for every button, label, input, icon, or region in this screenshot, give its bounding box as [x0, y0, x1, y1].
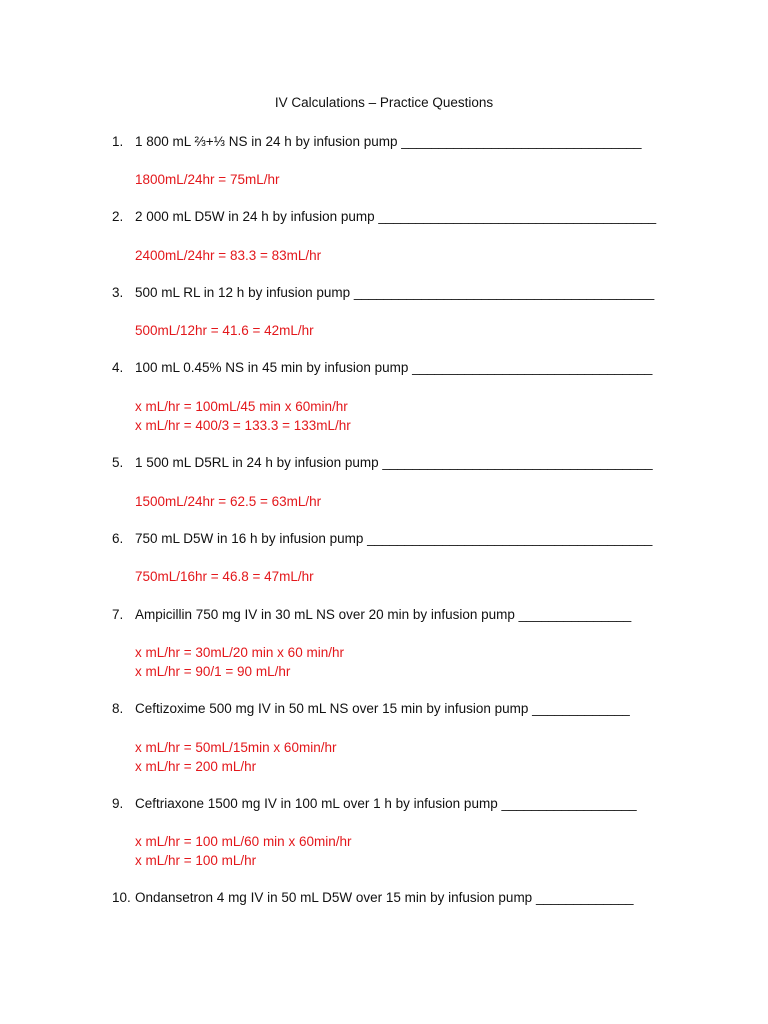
answer-2 — [135, 246, 321, 265]
question-5 — [112, 454, 653, 472]
answer-line: x mL/hr = 100 mL/60 min x 60min/hr — [135, 834, 352, 849]
page-title: IV Calculations – Practice Questions — [274, 95, 494, 110]
answer-9 — [135, 832, 351, 870]
question-number: 2. — [112, 209, 124, 224]
question-number: 4. — [112, 360, 124, 375]
answer-7 — [135, 643, 344, 681]
question-6 — [112, 530, 652, 548]
answer-line: x mL/hr = 100mL/45 min x 60min/hr — [135, 399, 348, 414]
answer-1 — [135, 170, 279, 189]
answer-6 — [135, 567, 314, 586]
question-text: Ondansetron 4 mg IV in 50 mL D5W over 15 min by infusion pump _____________ — [135, 890, 634, 905]
question-number: 3. — [112, 285, 124, 300]
question-text: 1 500 mL D5RL in 24 h by infusion pump ____________________________________ — [135, 455, 653, 470]
question-number: 5. — [112, 455, 124, 470]
answer-line: 1500mL/24hr = 62.5 = 63mL/hr — [135, 494, 322, 509]
question-text: 2 000 mL D5W in 24 h by infusion pump _____________________________________ — [135, 209, 657, 224]
answer-line: x mL/hr = 90/1 = 90 mL/hr — [135, 664, 291, 679]
question-number: 8. — [112, 701, 124, 716]
answer-line: 2400mL/24hr = 83.3 = 83mL/hr — [135, 248, 322, 263]
question-1 — [112, 133, 642, 151]
answer-line: x mL/hr = 100 mL/hr — [135, 853, 257, 868]
answer-line: 1800mL/24hr = 75mL/hr — [135, 172, 280, 187]
answer-line: x mL/hr = 200 mL/hr — [135, 759, 257, 774]
question-8 — [112, 700, 630, 718]
answer-3 — [135, 321, 314, 340]
answer-5 — [135, 492, 321, 511]
question-2 — [112, 208, 656, 226]
question-number: 6. — [112, 531, 124, 546]
question-4 — [112, 359, 652, 377]
question-7 — [112, 606, 631, 624]
question-number: 10. — [112, 890, 131, 905]
question-text: 1 800 mL ⅔+⅓ NS in 24 h by infusion pump ________________________________ — [135, 134, 642, 149]
question-9 — [112, 795, 637, 813]
answer-line: 750mL/16hr = 46.8 = 47mL/hr — [135, 569, 314, 584]
answer-line: x mL/hr = 400/3 = 133.3 = 133mL/hr — [135, 418, 351, 433]
answer-line: x mL/hr = 30mL/20 min x 60 min/hr — [135, 645, 344, 660]
question-3 — [112, 284, 654, 302]
question-text: 750 mL D5W in 16 h by infusion pump ______________________________________ — [135, 531, 653, 546]
question-number: 9. — [112, 796, 124, 811]
question-10 — [112, 889, 634, 907]
answer-8 — [135, 738, 336, 776]
answer-line: 500mL/12hr = 41.6 = 42mL/hr — [135, 323, 314, 338]
question-text: Ceftizoxime 500 mg IV in 50 mL NS over 15 min by infusion pump _____________ — [135, 701, 630, 716]
question-text: 500 mL RL in 12 h by infusion pump ________________________________________ — [135, 285, 655, 300]
question-number: 1. — [112, 134, 124, 149]
answer-line: x mL/hr = 50mL/15min x 60min/hr — [135, 740, 337, 755]
question-text: 100 mL 0.45% NS in 45 min by infusion pump ________________________________ — [135, 360, 653, 375]
question-text: Ampicillin 750 mg IV in 30 mL NS over 20 min by infusion pump _______________ — [135, 607, 632, 622]
question-text: Ceftriaxone 1500 mg IV in 100 mL over 1 h by infusion pump __________________ — [135, 796, 637, 811]
answer-4 — [135, 397, 351, 435]
question-number: 7. — [112, 607, 124, 622]
